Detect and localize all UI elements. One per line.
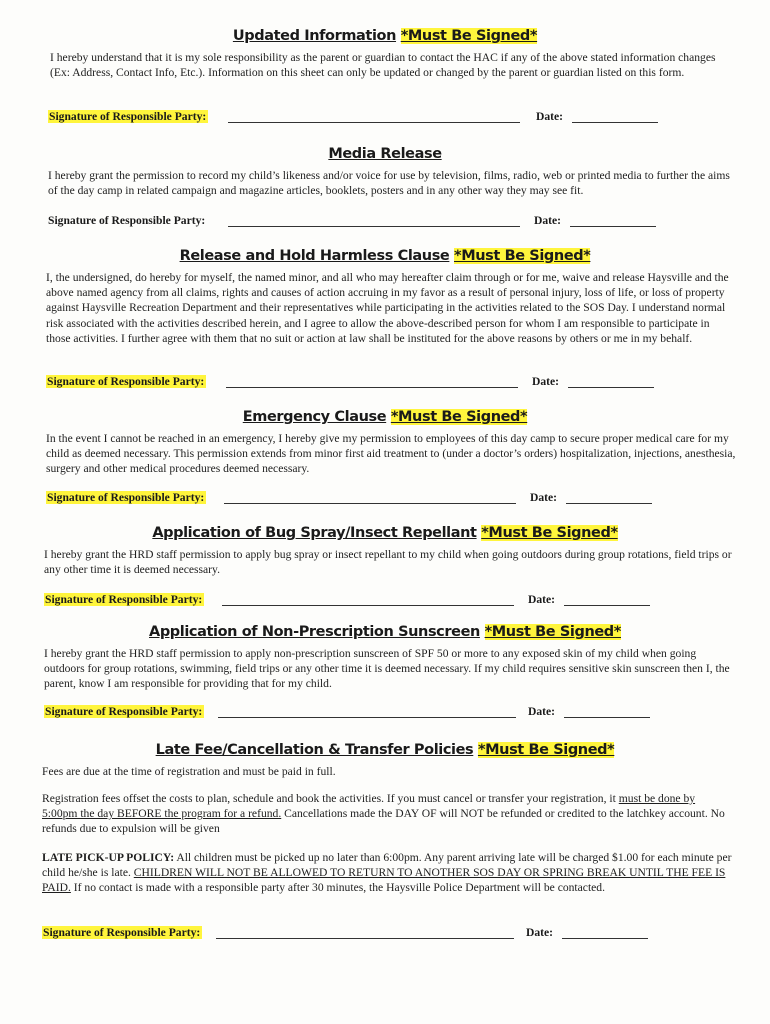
section-title-sunscreen: Application of Non-Prescription Sunscreen *Must Be Signed*	[149, 624, 621, 640]
signature-field[interactable]	[228, 226, 520, 227]
date-field[interactable]	[572, 122, 658, 123]
must-be-signed-badge: *Must Be Signed*	[454, 248, 591, 264]
section-title-media-release: Media Release	[328, 146, 442, 162]
hold-harmless-text: I, the undersigned, do hereby for myself, the named minor, and all who may hereafter claim through or for me, waive and release Haysville and the above named agency from all claims, rights and causes of action accruing in my favor as a result of personal injury, loss of life, or loss of property against Haysville Recreation Department and their representatives while participating in the activities related to the SOS Day. I understand normal risk associated with the activities described herein, and I agree to allow the above-described person for whom I am responsible to participate in those activities. I further agree with them that no suit or action at law shall be instituted for the above reasons by others or me in my behalf.	[46, 271, 729, 345]
date-label: Date:	[532, 375, 560, 388]
date-field[interactable]	[566, 503, 652, 504]
fee-unpaid-warning: CHILDREN WILL NOT BE ALLOWED TO RETURN TO ANOTHER SOS DAY OR SPRING BREAK UNTIL THE FEE IS PAID.	[42, 866, 726, 895]
signature-field[interactable]	[222, 605, 514, 606]
emergency-clause-text: In the event I cannot be reached in an emergency, I hereby give my permission to employees of this day camp to secure proper medical care for my child as deemed necessary. This permission extends from minor first aid treatment to (under a doctor’s orders) hospitalization, injections, anesthesia, surgery and other medical procedures deemed necessary.	[46, 432, 736, 476]
signature-row-hold-harmless	[46, 375, 736, 393]
date-label: Date:	[534, 214, 562, 227]
late-pickup-label: LATE PICK-UP POLICY:	[42, 851, 175, 864]
date-label: Date:	[530, 491, 558, 504]
must-be-signed-badge: *Must Be Signed*	[400, 28, 538, 44]
signature-field[interactable]	[216, 938, 514, 939]
bug-spray-text: I hereby grant the HRD staff permission to apply bug spray or insect repellant to my child when going outdoors during group rotations, field trips or any other time it is deemed necessary.	[44, 548, 732, 577]
must-be-signed-badge: *Must Be Signed*	[481, 525, 618, 541]
refund-deadline-text: must be done by 5:00pm the day BEFORE the program for a refund.	[42, 792, 696, 821]
signature-row-emergency-clause	[46, 491, 736, 509]
date-label: Date:	[528, 705, 556, 718]
signature-row-late-fee	[42, 926, 732, 944]
signature-label: Signature of Responsible Party:	[45, 593, 203, 606]
signature-field[interactable]	[228, 122, 520, 123]
date-label: Date:	[536, 110, 564, 123]
signature-field[interactable]	[226, 387, 518, 388]
signature-label: Signature of Responsible Party:	[47, 375, 205, 388]
date-field[interactable]	[568, 387, 654, 388]
must-be-signed-badge: *Must Be Signed*	[477, 742, 615, 758]
signature-row-sunscreen	[44, 705, 734, 723]
date-field[interactable]	[562, 938, 648, 939]
signature-label: Signature of Responsible Party:	[45, 705, 203, 718]
date-field[interactable]	[564, 717, 650, 718]
section-title-emergency-clause: Emergency Clause *Must Be Signed*	[242, 409, 528, 425]
signature-label: Signature of Responsible Party:	[47, 491, 205, 504]
section-title-updated-information: Updated Information *Must Be Signed*	[232, 28, 538, 44]
section-title-bug-spray: Application of Bug Spray/Insect Repellant *Must Be Signed*	[152, 525, 618, 541]
signature-label: Signature of Responsible Party:	[43, 926, 201, 939]
signature-label: Signature of Responsible Party:	[48, 214, 206, 227]
must-be-signed-badge: *Must Be Signed*	[484, 624, 621, 640]
updated-information-text: I hereby understand that it is my sole responsibility as the parent or guardian to contact the HAC if any of the above stated information changes (Ex: Address, Contact Info, Etc.). Information on this sheet can only be updated or changed by the parent or guardian listed on this form.	[50, 51, 716, 80]
late-pickup-policy-text: LATE PICK-UP POLICY: All children must be picked up no later than 6:00pm. Any parent arriving late will be charged $1.00 for each minute per child he/she is late. CHILDREN WILL NOT BE ALLOWED TO RETURN TO ANOTHER SOS DAY OR SPRING BREAK UNTIL THE FEE IS PAID. If no contact is made with a responsible party after 30 minutes, the Haysville Police Department will be contacted.	[42, 851, 732, 895]
date-field[interactable]	[570, 226, 656, 227]
media-release-text: I hereby grant the permission to record my child’s likeness and/or voice for use by television, films, radio, web or printed media to further the aims of the day camp in related campaign and magazine articles, booklets, posters and in any other way they may see fit.	[48, 169, 730, 198]
signature-field[interactable]	[218, 717, 516, 718]
signature-label: Signature of Responsible Party:	[49, 110, 207, 123]
signature-row-bug-spray	[44, 593, 734, 611]
late-fee-due-text: Fees are due at the time of registration and must be paid in full.	[42, 765, 336, 778]
section-title-hold-harmless: Release and Hold Harmless Clause *Must Be Signed*	[179, 248, 591, 264]
date-field[interactable]	[564, 605, 650, 606]
must-be-signed-badge: *Must Be Signed*	[390, 409, 528, 425]
date-label: Date:	[526, 926, 554, 939]
date-label: Date:	[528, 593, 556, 606]
signature-row-media-release	[48, 214, 738, 232]
signature-row-updated-information	[48, 110, 738, 128]
section-title-late-fee: Late Fee/Cancellation & Transfer Policies *Must Be Signed*	[155, 742, 615, 758]
sunscreen-text: I hereby grant the HRD staff permission to apply non-prescription sunscreen of SPF 50 or more to any exposed skin of my child when going outdoors for group rotations, swimming, field trips or any other time it is deemed necessary. If my child requires sensitive skin sunscreen then I, the parent, know I am responsible for providing that for my child.	[44, 647, 730, 691]
signature-field[interactable]	[224, 503, 516, 504]
registration-fees-text: Registration fees offset the costs to plan, schedule and book the activities. If you must cancel or transfer your registration, it must be done by 5:00pm the day BEFORE the program for a refund. Cancellations made the DAY OF will NOT be refunded or credited to the latchkey account. No refunds due to expulsion will be given	[42, 792, 725, 836]
